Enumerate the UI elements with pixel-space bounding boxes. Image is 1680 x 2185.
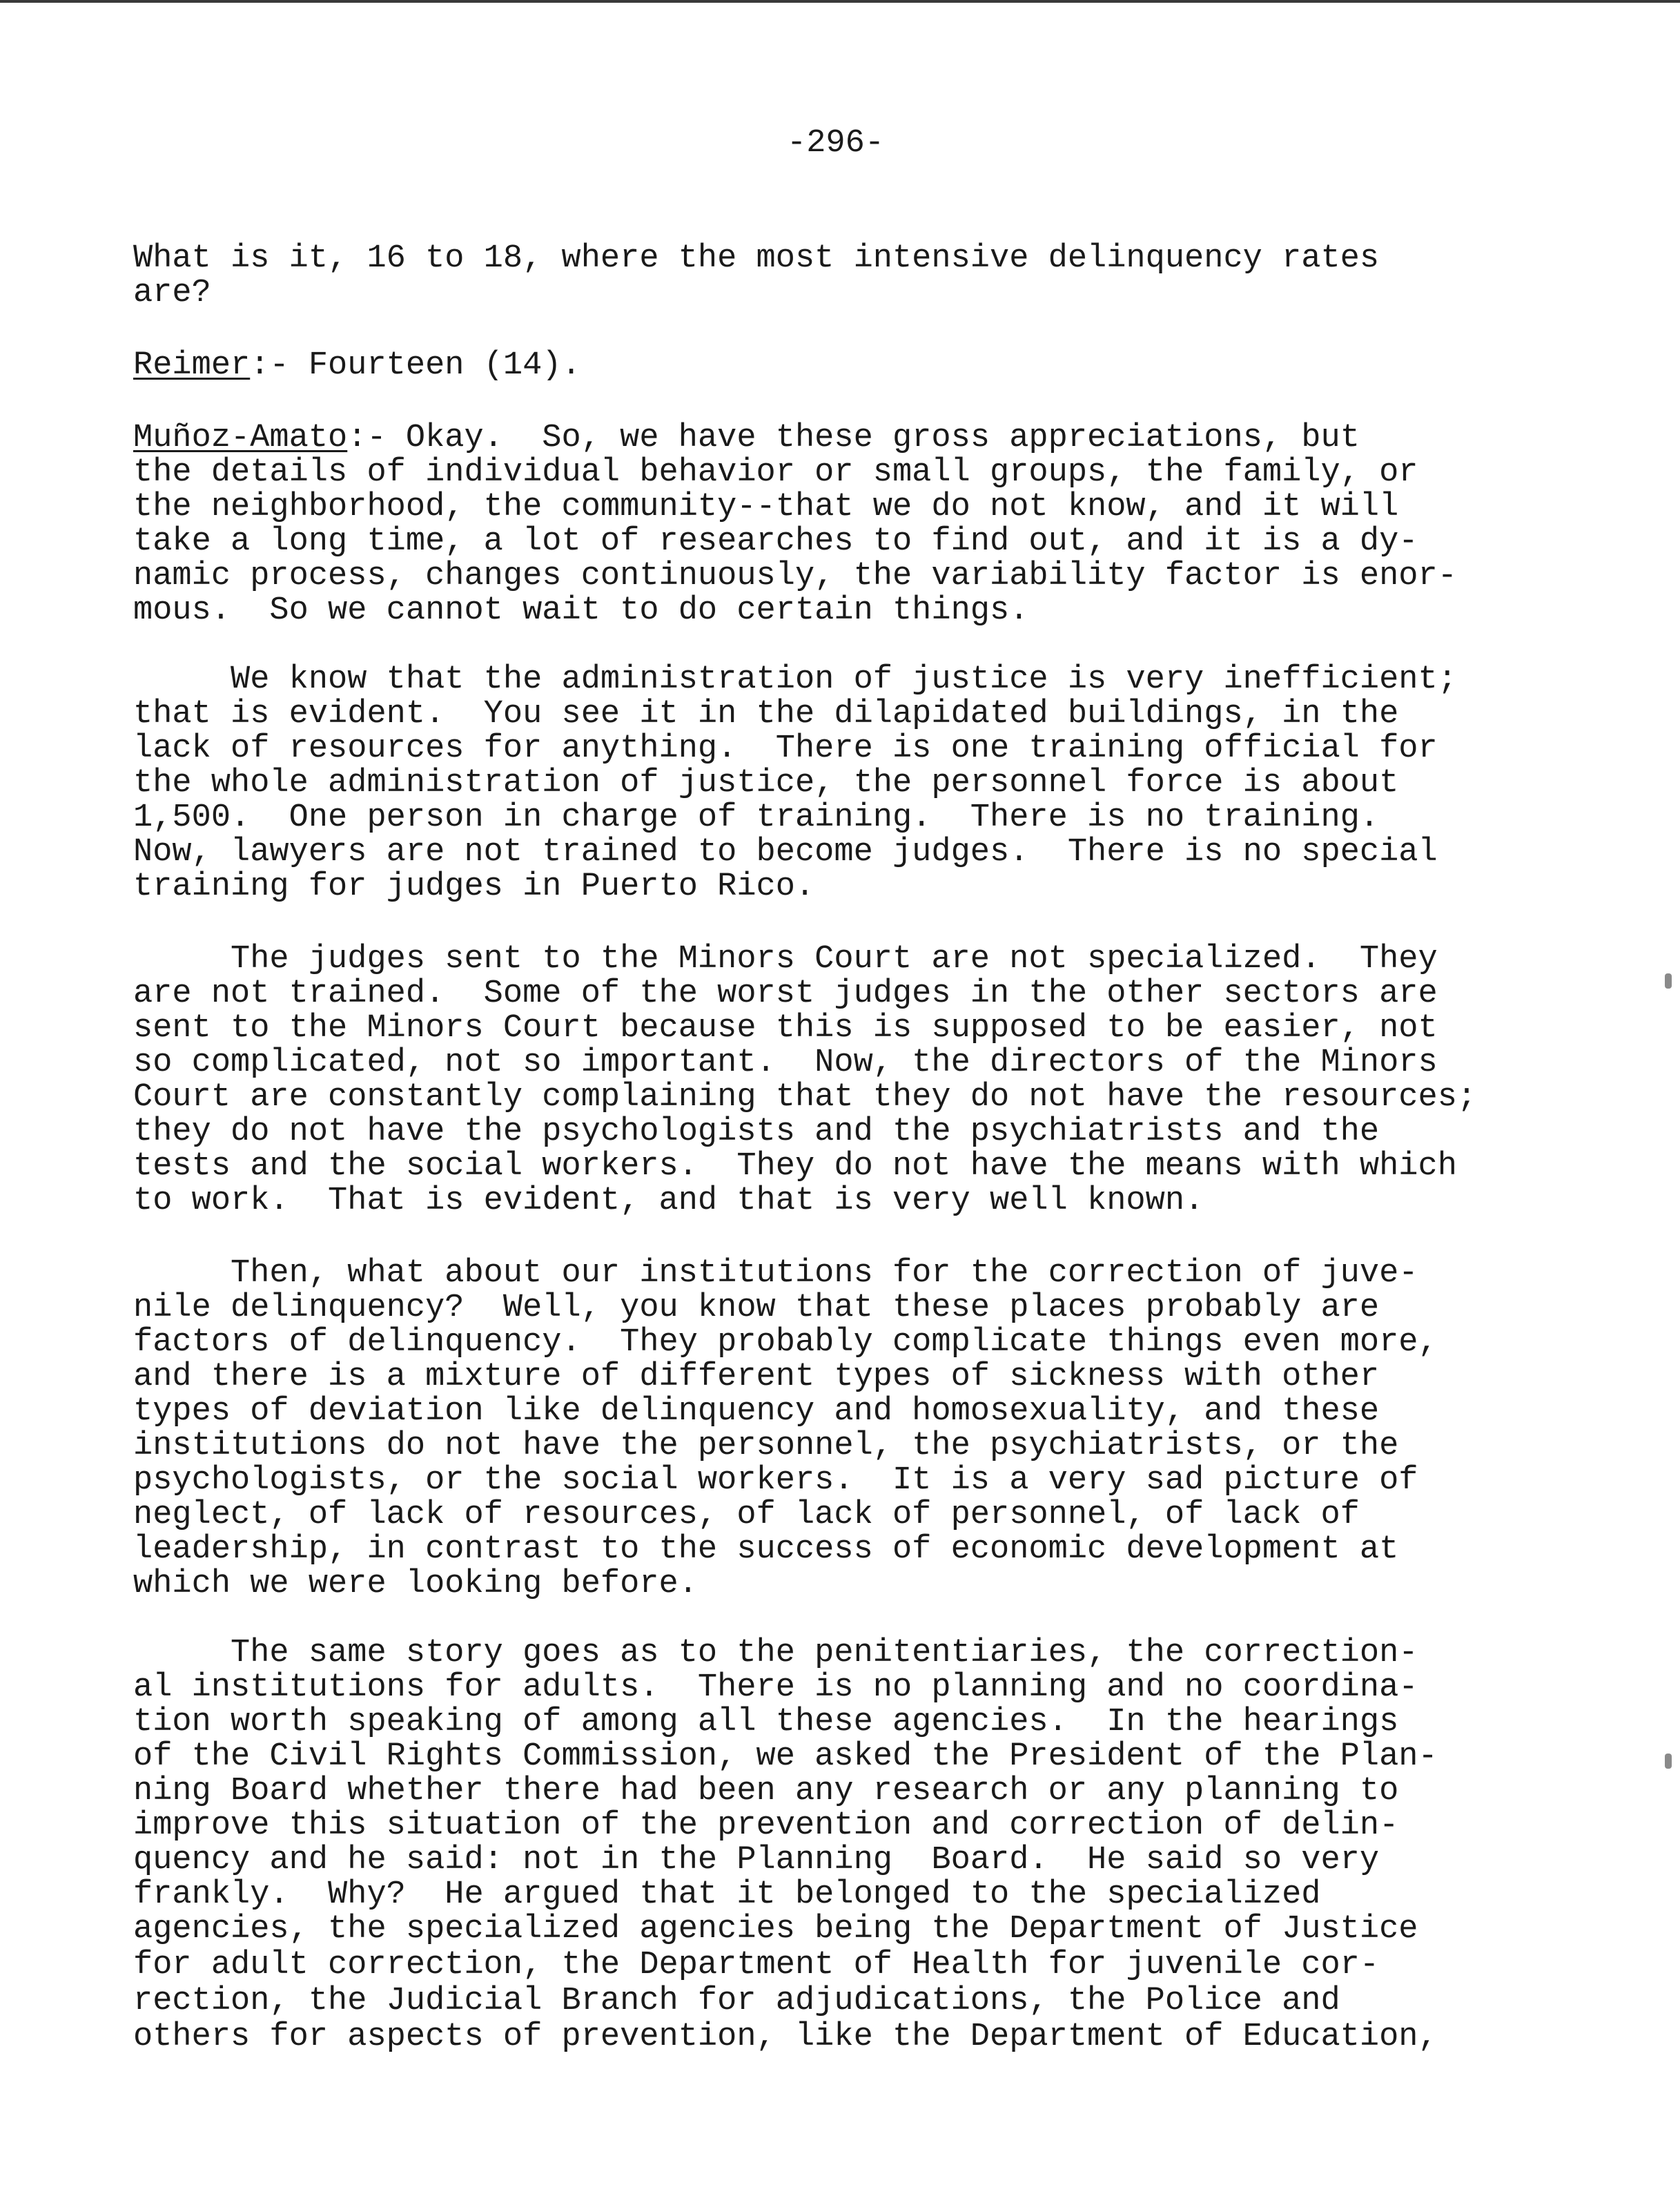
text-line: What is it, 16 to 18, where the most intensive delinquency rates <box>133 240 1380 277</box>
text-line: tion worth speaking of among all these agencies. In the hearings <box>133 1704 1399 1740</box>
text-line: are? <box>133 275 211 311</box>
text-line: agencies, the specialized agencies being the Department of Justice <box>133 1911 1418 1948</box>
text-line: types of deviation like delinquency and homosexuality, and these <box>133 1393 1380 1430</box>
text-line: and there is a mixture of different types of sickness with other <box>133 1359 1380 1395</box>
text-line: neglect, of lack of resources, of lack of personnel, of lack of <box>133 1497 1360 1533</box>
text-line: for adult correction, the Department of Health for juvenile cor- <box>133 1947 1380 1983</box>
text-line: they do not have the psychologists and the psychiatrists and the <box>133 1114 1380 1150</box>
speaker-name: Reimer <box>133 347 251 384</box>
text-line: Court are constantly complaining that they do not have the resources; <box>133 1079 1477 1116</box>
text-line: 1,500. One person in charge of training. There is no training. <box>133 799 1380 836</box>
text-line: namic process, changes continuously, the variability factor is enor- <box>133 558 1457 594</box>
text-line: mous. So we cannot wait to do certain things. <box>133 592 1029 629</box>
text-line: others for aspects of prevention, like the Department of Education, <box>133 2019 1438 2055</box>
page-number: -296- <box>787 125 885 162</box>
text-line: quency and he said: not in the Planning Board. He said so very <box>133 1842 1380 1878</box>
text-line: factors of delinquency. They probably complicate things even more, <box>133 1324 1438 1361</box>
text-line: sent to the Minors Court because this is supposed to be easier, not <box>133 1010 1438 1047</box>
text-line: the whole administration of justice, the personnel force is about <box>133 765 1399 802</box>
text-line: Now, lawyers are not trained to become judges. There is no special <box>133 834 1438 871</box>
text-line: The judges sent to the Minors Court are not specialized. They <box>133 941 1438 978</box>
scan-mark <box>1665 1754 1672 1769</box>
text-line: institutions do not have the personnel, the psychiatrists, or the <box>133 1428 1399 1464</box>
text-line: lack of resources for anything. There is one training official for <box>133 730 1438 767</box>
text-line: improve this situation of the prevention and correction of delin- <box>133 1807 1399 1844</box>
munoz-amato-line <box>133 421 1360 456</box>
speaker-name: Muñoz-Amato <box>133 420 348 456</box>
scan-mark <box>1665 973 1672 989</box>
text-line: are not trained. Some of the worst judges in the other sectors are <box>133 975 1438 1012</box>
text-line: that is evident. You see it in the dilapidated buildings, in the <box>133 696 1399 732</box>
text-line: the neighborhood, the community--that we do not know, and it will <box>133 489 1399 525</box>
text-line: psychologists, or the social workers. It is a very sad picture of <box>133 1462 1418 1499</box>
text-line: tests and the social workers. They do not have the means with which <box>133 1148 1457 1185</box>
text-line: rection, the Judicial Branch for adjudications, the Police and <box>133 1983 1340 2019</box>
speaker-text: :- Fourteen (14). <box>250 347 581 384</box>
text-line: so complicated, not so important. Now, the directors of the Minors <box>133 1045 1438 1081</box>
text-line: frankly. Why? He argued that it belonged to the specialized <box>133 1876 1321 1913</box>
text-line: to work. That is evident, and that is very well known. <box>133 1183 1204 1219</box>
text-line: the details of individual behavior or small groups, the family, or <box>133 454 1418 491</box>
page-top-edge <box>0 0 1680 3</box>
text-line: take a long time, a lot of researches to find out, and it is a dy- <box>133 523 1418 560</box>
speaker-text: :- Okay. So, we have these gross appreciations, but <box>347 420 1360 456</box>
reimer-line <box>133 349 581 383</box>
text-line: Then, what about our institutions for the correction of juve- <box>133 1255 1418 1292</box>
text-line: We know that the administration of justice is very inefficient; <box>133 661 1457 698</box>
text-line: of the Civil Rights Commission, we asked the President of the Plan- <box>133 1738 1438 1775</box>
text-line: which we were looking before. <box>133 1566 698 1602</box>
text-line: leadership, in contrast to the success of economic development at <box>133 1531 1399 1568</box>
text-line: ning Board whether there had been any research or any planning to <box>133 1773 1399 1809</box>
text-line: The same story goes as to the penitentiaries, the correction- <box>133 1635 1418 1671</box>
text-line: al institutions for adults. There is no planning and no coordina- <box>133 1669 1418 1706</box>
text-line: nile delinquency? Well, you know that these places probably are <box>133 1290 1380 1326</box>
text-line: training for judges in Puerto Rico. <box>133 868 815 905</box>
